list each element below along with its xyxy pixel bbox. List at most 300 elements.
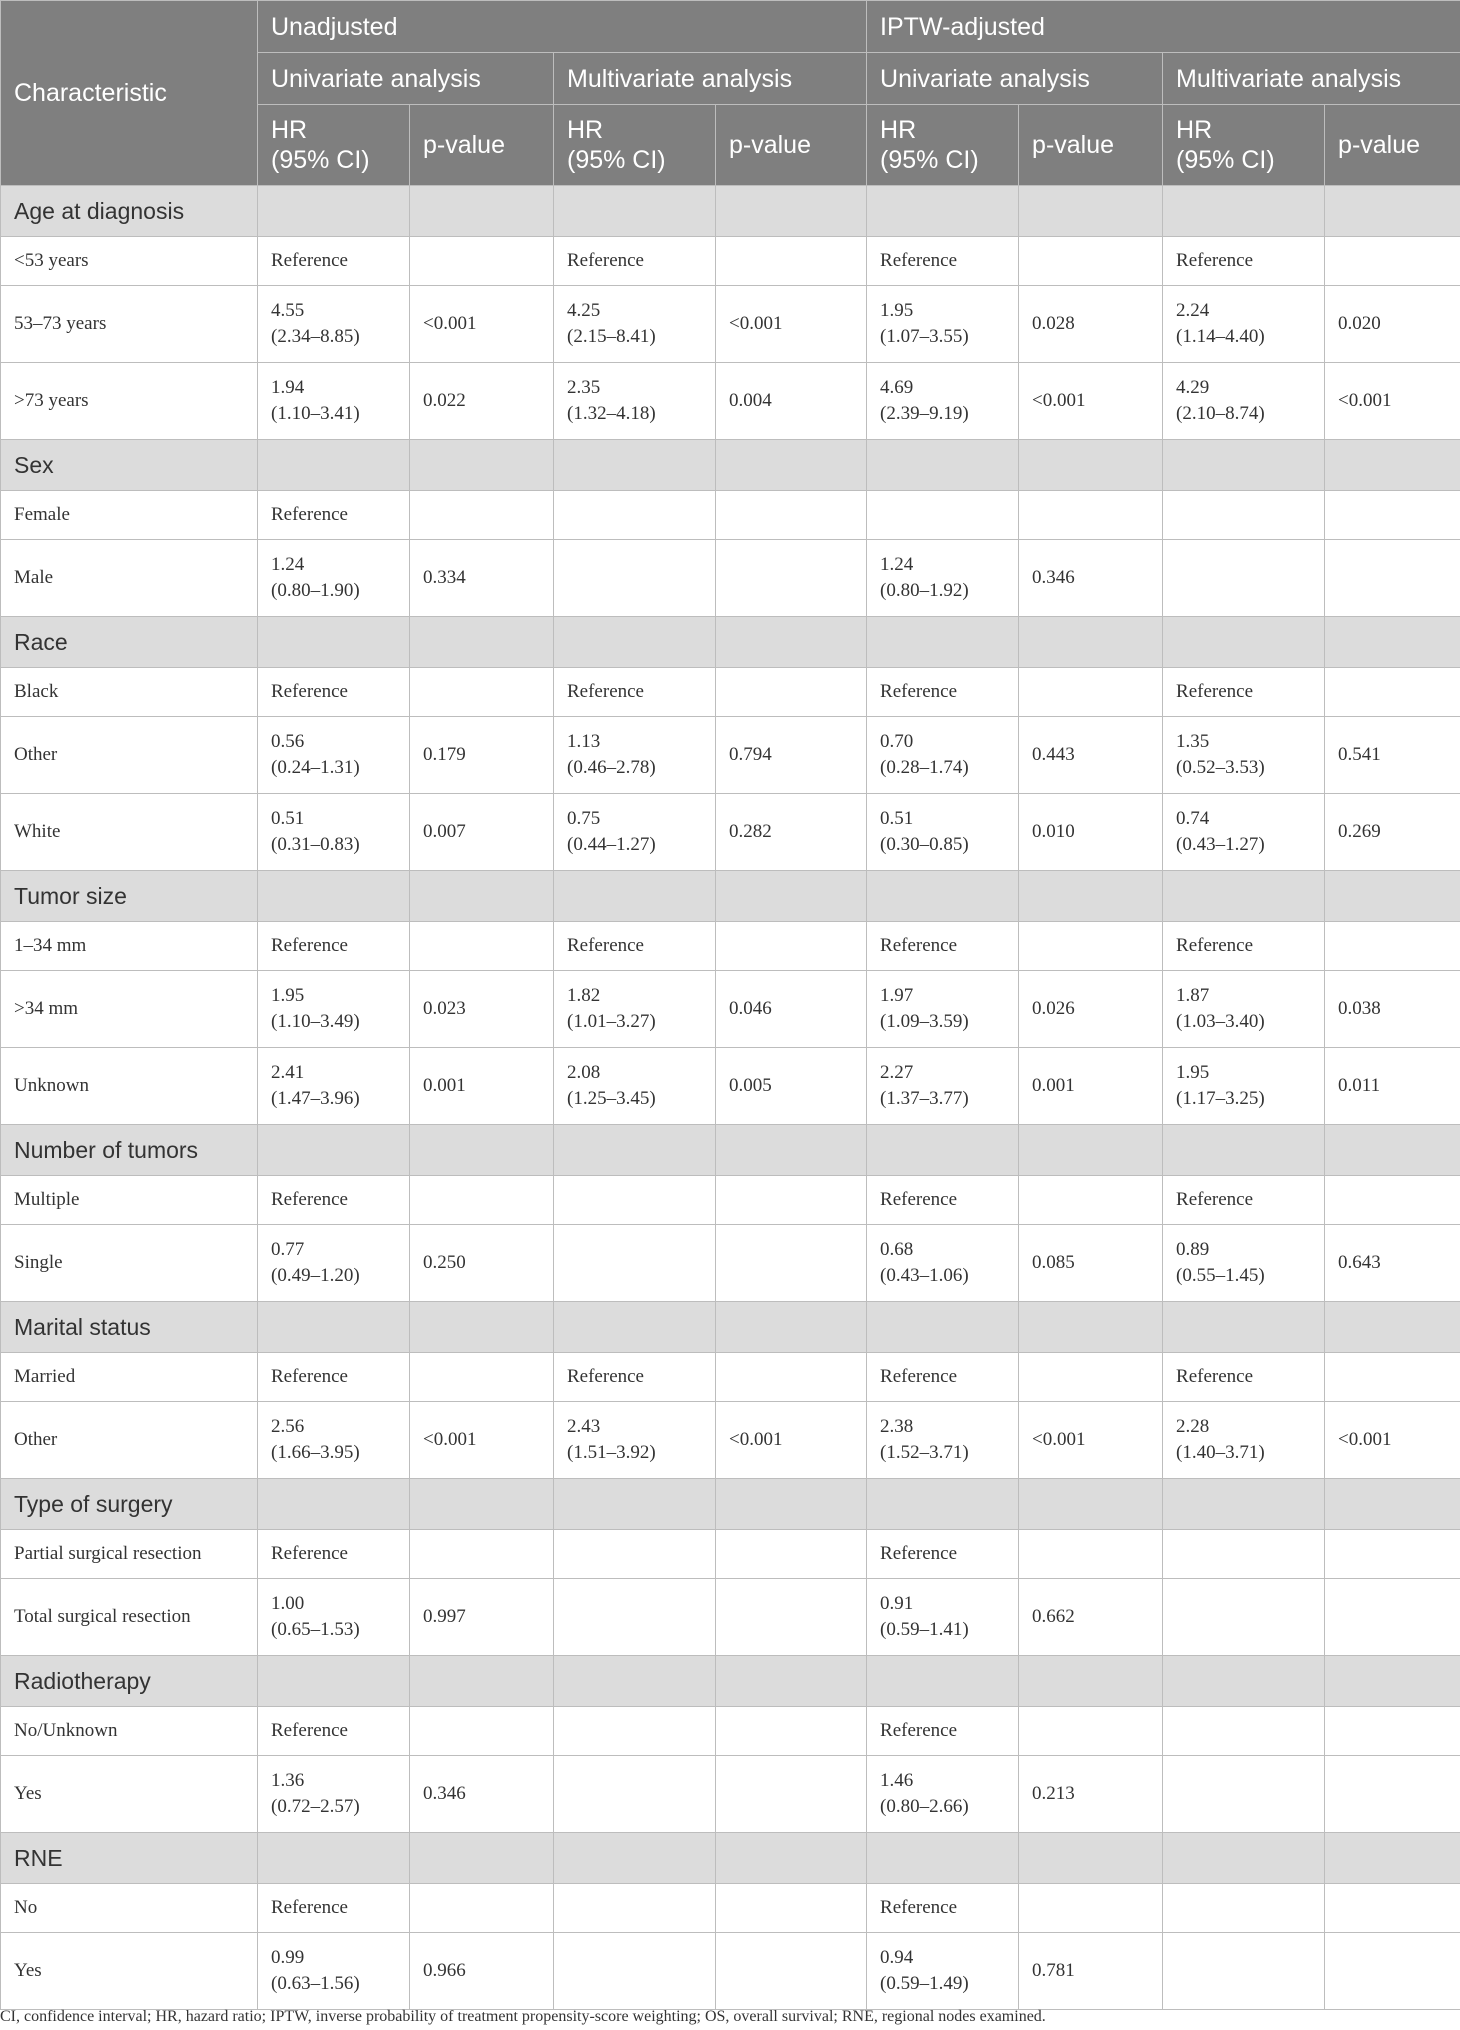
hr-cell xyxy=(554,363,716,440)
hr-cell xyxy=(258,1933,410,2010)
ci-value: (1.10–3.49) xyxy=(271,1011,360,1032)
hr-cell xyxy=(258,1225,410,1302)
group-cell xyxy=(867,1479,1019,1530)
ci-value: (0.49–1.20) xyxy=(271,1265,360,1286)
hr-cell xyxy=(258,286,410,363)
hr-cell xyxy=(867,1353,1019,1402)
hr-cell xyxy=(554,668,716,717)
hr-value: 0.70 xyxy=(880,731,914,752)
hr-value: 0.75 xyxy=(567,808,601,829)
hr-cell xyxy=(1163,1176,1325,1225)
row-label: Black xyxy=(1,668,258,717)
hr-cell xyxy=(867,363,1019,440)
hr-cell xyxy=(867,1048,1019,1125)
group-cell xyxy=(716,186,867,237)
hr-cell xyxy=(258,363,410,440)
hr-cell xyxy=(1163,922,1325,971)
pvalue-cell xyxy=(1019,668,1163,717)
group-cell xyxy=(1019,186,1163,237)
pvalue-header: p-value xyxy=(716,105,867,186)
pvalue-cell: 0.038 xyxy=(1325,971,1460,1048)
hr-cell xyxy=(1163,237,1325,286)
group-cell xyxy=(1019,440,1163,491)
pvalue-cell xyxy=(410,1884,554,1933)
hr-value: Reference xyxy=(880,935,958,956)
hr-cell xyxy=(1163,1530,1325,1579)
table-row xyxy=(1,668,1460,717)
hr-value: 4.69 xyxy=(880,377,914,398)
pvalue-cell: 0.001 xyxy=(410,1048,554,1125)
hr-value: 1.35 xyxy=(1176,731,1210,752)
iptw-multivariate-header: Multivariate analysis xyxy=(1163,53,1460,105)
group-cell xyxy=(1325,440,1460,491)
group-cell xyxy=(1325,186,1460,237)
hr-cell xyxy=(867,971,1019,1048)
hr-value: 2.35 xyxy=(567,377,601,398)
group-row xyxy=(1,186,1460,237)
pvalue-cell xyxy=(716,1579,867,1656)
ci-label: (95% CI) xyxy=(271,146,370,174)
pvalue-cell xyxy=(410,1530,554,1579)
hr-cell xyxy=(1163,286,1325,363)
pvalue-cell: 0.346 xyxy=(1019,540,1163,617)
pvalue-cell: 0.046 xyxy=(716,971,867,1048)
pvalue-cell xyxy=(410,1176,554,1225)
pvalue-cell: 0.010 xyxy=(1019,794,1163,871)
pvalue-cell: <0.001 xyxy=(716,1402,867,1479)
hr-cell xyxy=(258,717,410,794)
group-cell xyxy=(716,1479,867,1530)
group-cell xyxy=(867,1656,1019,1707)
pvalue-cell: 0.443 xyxy=(1019,717,1163,794)
group-cell xyxy=(554,617,716,668)
row-label: Unknown xyxy=(1,1048,258,1125)
pvalue-cell xyxy=(716,668,867,717)
row-label: Partial surgical resection xyxy=(1,1530,258,1579)
pvalue-cell xyxy=(1019,922,1163,971)
pvalue-cell xyxy=(1325,922,1460,971)
hr-value: 2.56 xyxy=(271,1416,305,1437)
pvalue-cell xyxy=(716,1933,867,2010)
hr-value: Reference xyxy=(271,681,348,702)
row-label: Yes xyxy=(1,1756,258,1833)
ci-value: (1.14–4.40) xyxy=(1176,326,1265,347)
pvalue-cell: 0.282 xyxy=(716,794,867,871)
group-cell xyxy=(1163,871,1325,922)
row-label: White xyxy=(1,794,258,871)
hr-cell xyxy=(1163,1225,1325,1302)
ci-value: (0.52–3.53) xyxy=(1176,757,1265,778)
group-cell xyxy=(1019,1656,1163,1707)
hr-cell xyxy=(1163,1933,1325,2010)
hr-value: 0.51 xyxy=(271,808,305,829)
hr-cell xyxy=(554,1579,716,1656)
group-cell xyxy=(554,186,716,237)
row-label: Married xyxy=(1,1353,258,1402)
ci-label: (95% CI) xyxy=(567,146,666,174)
group-title: Sex xyxy=(1,440,258,491)
hr-value: 1.95 xyxy=(880,300,914,321)
group-cell xyxy=(716,1833,867,1884)
row-label: Other xyxy=(1,717,258,794)
hr-value: 2.38 xyxy=(880,1416,914,1437)
group-cell xyxy=(1163,186,1325,237)
pvalue-cell xyxy=(1325,1176,1460,1225)
hr-value: 1.24 xyxy=(271,554,305,575)
group-title: Race xyxy=(1,617,258,668)
hr-value: 2.41 xyxy=(271,1062,305,1083)
hr-cell xyxy=(554,1707,716,1756)
ci-value: (0.80–1.92) xyxy=(880,580,969,601)
group-cell xyxy=(716,617,867,668)
group-cell xyxy=(867,440,1019,491)
table-row xyxy=(1,971,1460,1048)
hr-value: Reference xyxy=(271,1366,348,1387)
hr-cell xyxy=(258,540,410,617)
hr-cell xyxy=(554,1530,716,1579)
group-cell xyxy=(410,617,554,668)
pvalue-cell: <0.001 xyxy=(1019,1402,1163,1479)
group-cell xyxy=(867,186,1019,237)
ci-value: (1.37–3.77) xyxy=(880,1088,969,1109)
hr-cell xyxy=(1163,1353,1325,1402)
group-cell xyxy=(1163,1833,1325,1884)
group-cell xyxy=(1325,1302,1460,1353)
group-cell xyxy=(867,871,1019,922)
hr-cell xyxy=(867,1884,1019,1933)
ci-value: (0.31–0.83) xyxy=(271,834,360,855)
group-cell xyxy=(1019,1833,1163,1884)
hr-value: 1.82 xyxy=(567,985,601,1006)
hr-label: HR xyxy=(880,116,917,144)
pvalue-cell: <0.001 xyxy=(410,286,554,363)
unadjusted-univariate-header: Univariate analysis xyxy=(258,53,554,105)
hr-cell xyxy=(867,1530,1019,1579)
group-cell xyxy=(554,440,716,491)
hr-value: 1.00 xyxy=(271,1593,305,1614)
table-footnote: CI, confidence interval; HR, hazard ratio; IPTW, inverse probability of treatment propensity-score weighting; OS, overall survival; RNE, regional nodes examined. xyxy=(0,2008,1046,2025)
pvalue-cell: 0.023 xyxy=(410,971,554,1048)
ci-value: (0.44–1.27) xyxy=(567,834,656,855)
group-cell xyxy=(258,1656,410,1707)
ci-value: (2.34–8.85) xyxy=(271,326,360,347)
table-row xyxy=(1,1530,1460,1579)
group-cell xyxy=(1163,1479,1325,1530)
hr-cell xyxy=(867,1225,1019,1302)
hr-cell xyxy=(554,540,716,617)
ci-value: (0.80–2.66) xyxy=(880,1796,969,1817)
group-cell xyxy=(716,440,867,491)
pvalue-cell xyxy=(410,237,554,286)
ci-value: (1.17–3.25) xyxy=(1176,1088,1265,1109)
row-label: No/Unknown xyxy=(1,1707,258,1756)
group-cell xyxy=(867,1302,1019,1353)
row-label: >34 mm xyxy=(1,971,258,1048)
hr-cell xyxy=(867,1756,1019,1833)
hr-cell xyxy=(867,286,1019,363)
hr-cell xyxy=(554,1048,716,1125)
pvalue-cell xyxy=(1019,1176,1163,1225)
row-label: Female xyxy=(1,491,258,540)
group-cell xyxy=(554,1479,716,1530)
hr-value: 2.08 xyxy=(567,1062,601,1083)
table-row xyxy=(1,1048,1460,1125)
ci-value: (0.80–1.90) xyxy=(271,580,360,601)
hr-label: HR xyxy=(271,116,308,144)
ci-value: (0.65–1.53) xyxy=(271,1619,360,1640)
table-row xyxy=(1,237,1460,286)
hr-cell xyxy=(554,717,716,794)
hr-cell xyxy=(554,1353,716,1402)
ci-value: (0.43–1.27) xyxy=(1176,834,1265,855)
pvalue-cell xyxy=(1325,1579,1460,1656)
pvalue-cell xyxy=(1325,1353,1460,1402)
pvalue-cell xyxy=(1019,237,1163,286)
group-row xyxy=(1,1833,1460,1884)
ci-value: (0.63–1.56) xyxy=(271,1973,360,1994)
hr-cell xyxy=(258,1530,410,1579)
hr-cell xyxy=(867,668,1019,717)
group-cell xyxy=(410,186,554,237)
hr-value: Reference xyxy=(271,935,348,956)
hr-value: 1.87 xyxy=(1176,985,1210,1006)
hr-value: 2.24 xyxy=(1176,300,1210,321)
group-title: Radiotherapy xyxy=(1,1656,258,1707)
hr-cell xyxy=(258,1707,410,1756)
hr-cell xyxy=(867,1579,1019,1656)
hr-value: Reference xyxy=(880,1366,958,1387)
hr-label: HR xyxy=(567,116,604,144)
ci-value: (0.72–2.57) xyxy=(271,1796,360,1817)
group-cell xyxy=(1019,1479,1163,1530)
hr-value: Reference xyxy=(271,250,348,271)
pvalue-cell: <0.001 xyxy=(1325,363,1460,440)
hr-value: Reference xyxy=(271,504,348,525)
hr-cell xyxy=(258,1176,410,1225)
ci-value: (0.55–1.45) xyxy=(1176,1265,1265,1286)
pvalue-cell xyxy=(1325,668,1460,717)
group-cell xyxy=(554,1656,716,1707)
table-row xyxy=(1,491,1460,540)
pvalue-cell: 0.007 xyxy=(410,794,554,871)
pvalue-cell: 0.250 xyxy=(410,1225,554,1302)
row-label: Male xyxy=(1,540,258,617)
hr-value: Reference xyxy=(1176,250,1254,271)
hr-value: Reference xyxy=(271,1720,348,1741)
group-cell xyxy=(258,1479,410,1530)
hr-cell xyxy=(554,1933,716,2010)
pvalue-cell xyxy=(716,1225,867,1302)
pvalue-cell xyxy=(410,491,554,540)
ci-label: (95% CI) xyxy=(1176,146,1275,174)
hr-value: 0.56 xyxy=(271,731,305,752)
group-row xyxy=(1,617,1460,668)
group-cell xyxy=(258,871,410,922)
pvalue-cell: 0.179 xyxy=(410,717,554,794)
pvalue-cell: 0.005 xyxy=(716,1048,867,1125)
hr-value: Reference xyxy=(880,1543,958,1564)
pvalue-cell xyxy=(716,1176,867,1225)
pvalue-cell xyxy=(716,1707,867,1756)
hr-label: HR xyxy=(1176,116,1213,144)
group-cell xyxy=(258,186,410,237)
group-row xyxy=(1,1125,1460,1176)
group-cell xyxy=(867,617,1019,668)
pvalue-cell xyxy=(716,540,867,617)
pvalue-cell: 0.334 xyxy=(410,540,554,617)
hr-value: 1.13 xyxy=(567,731,601,752)
hr-value: 1.94 xyxy=(271,377,305,398)
group-row xyxy=(1,1656,1460,1707)
row-label: >73 years xyxy=(1,363,258,440)
pvalue-cell xyxy=(410,1707,554,1756)
pvalue-cell: 0.643 xyxy=(1325,1225,1460,1302)
hr-cell xyxy=(867,717,1019,794)
ci-value: (2.15–8.41) xyxy=(567,326,656,347)
ci-value: (0.24–1.31) xyxy=(271,757,360,778)
hr-cell xyxy=(258,1579,410,1656)
row-label: No xyxy=(1,1884,258,1933)
group-cell xyxy=(716,1302,867,1353)
pvalue-cell: 0.020 xyxy=(1325,286,1460,363)
pvalue-cell xyxy=(716,1353,867,1402)
hr-cell xyxy=(258,922,410,971)
ci-value: (1.10–3.41) xyxy=(271,403,360,424)
iptw-univariate-header: Univariate analysis xyxy=(867,53,1163,105)
row-label: Yes xyxy=(1,1933,258,2010)
pvalue-cell xyxy=(716,1756,867,1833)
pvalue-cell xyxy=(716,237,867,286)
group-cell xyxy=(1325,1479,1460,1530)
row-label: Total surgical resection xyxy=(1,1579,258,1656)
pvalue-cell: 0.541 xyxy=(1325,717,1460,794)
hr-cell xyxy=(258,1353,410,1402)
hr-value: 4.29 xyxy=(1176,377,1210,398)
hr-value: 0.89 xyxy=(1176,1239,1210,1260)
table-row xyxy=(1,1756,1460,1833)
row-label: <53 years xyxy=(1,237,258,286)
pvalue-cell xyxy=(1325,237,1460,286)
pvalue-cell xyxy=(1019,491,1163,540)
pvalue-cell: 0.028 xyxy=(1019,286,1163,363)
ci-value: (1.03–3.40) xyxy=(1176,1011,1265,1032)
hr-cell xyxy=(554,1225,716,1302)
pvalue-header: p-value xyxy=(410,105,554,186)
hr-value: Reference xyxy=(880,681,958,702)
pvalue-cell xyxy=(716,1884,867,1933)
group-cell xyxy=(1325,617,1460,668)
ci-value: (1.25–3.45) xyxy=(567,1088,656,1109)
pvalue-cell xyxy=(716,922,867,971)
ci-label: (95% CI) xyxy=(880,146,979,174)
hr-value: Reference xyxy=(567,935,644,956)
hr-cell xyxy=(867,1402,1019,1479)
pvalue-cell: 0.997 xyxy=(410,1579,554,1656)
pvalue-cell xyxy=(716,1530,867,1579)
pvalue-cell xyxy=(1019,1530,1163,1579)
group-cell xyxy=(1325,1125,1460,1176)
hr-ci-header xyxy=(554,105,716,186)
hr-value: Reference xyxy=(880,1189,958,1210)
group-cell xyxy=(716,1656,867,1707)
pvalue-cell: <0.001 xyxy=(410,1402,554,1479)
hr-value: Reference xyxy=(567,1366,644,1387)
group-title: Tumor size xyxy=(1,871,258,922)
group-cell xyxy=(554,1125,716,1176)
hr-cell xyxy=(258,1402,410,1479)
hr-value: Reference xyxy=(567,250,644,271)
characteristic-header: Characteristic xyxy=(1,1,258,186)
hr-value: 0.77 xyxy=(271,1239,305,1260)
group-title: Number of tumors xyxy=(1,1125,258,1176)
hr-value: 1.36 xyxy=(271,1770,305,1791)
hr-value: 0.94 xyxy=(880,1947,914,1968)
hr-cell xyxy=(554,286,716,363)
hr-value: 4.55 xyxy=(271,300,305,321)
pvalue-cell: 0.662 xyxy=(1019,1579,1163,1656)
hr-cell xyxy=(258,794,410,871)
row-label: Other xyxy=(1,1402,258,1479)
pvalue-cell xyxy=(1325,1756,1460,1833)
table-row xyxy=(1,1579,1460,1656)
table-row xyxy=(1,1933,1460,2010)
group-cell xyxy=(410,1833,554,1884)
hr-cell xyxy=(867,540,1019,617)
group-cell xyxy=(867,1125,1019,1176)
pvalue-cell xyxy=(716,491,867,540)
unadjusted-header: Unadjusted xyxy=(258,1,867,53)
group-cell xyxy=(716,1125,867,1176)
pvalue-header: p-value xyxy=(1019,105,1163,186)
pvalue-cell xyxy=(410,1353,554,1402)
group-cell xyxy=(1325,871,1460,922)
group-cell xyxy=(258,617,410,668)
pvalue-cell: 0.269 xyxy=(1325,794,1460,871)
ci-value: (1.32–4.18) xyxy=(567,403,656,424)
group-cell xyxy=(1019,871,1163,922)
hr-value: 2.28 xyxy=(1176,1416,1210,1437)
group-cell xyxy=(1325,1833,1460,1884)
pvalue-cell: 0.966 xyxy=(410,1933,554,2010)
table-row xyxy=(1,717,1460,794)
hr-cell xyxy=(867,491,1019,540)
hr-cell xyxy=(1163,668,1325,717)
group-cell xyxy=(258,1125,410,1176)
pvalue-cell xyxy=(410,668,554,717)
table-row xyxy=(1,540,1460,617)
hr-cell xyxy=(258,1884,410,1933)
hr-cell xyxy=(554,491,716,540)
group-cell xyxy=(410,1479,554,1530)
group-cell xyxy=(258,440,410,491)
hr-cell xyxy=(258,491,410,540)
hr-cell xyxy=(258,1048,410,1125)
pvalue-cell xyxy=(1019,1707,1163,1756)
row-label: Multiple xyxy=(1,1176,258,1225)
ci-value: (1.07–3.55) xyxy=(880,326,969,347)
group-cell xyxy=(410,440,554,491)
hr-value: Reference xyxy=(1176,681,1254,702)
hr-value: Reference xyxy=(880,250,958,271)
hr-cell xyxy=(258,1756,410,1833)
hr-cell xyxy=(554,237,716,286)
table-row xyxy=(1,1176,1460,1225)
table-body xyxy=(1,186,1460,2010)
hr-cell xyxy=(1163,1884,1325,1933)
group-row xyxy=(1,871,1460,922)
hr-cell xyxy=(867,237,1019,286)
pvalue-cell: 0.022 xyxy=(410,363,554,440)
